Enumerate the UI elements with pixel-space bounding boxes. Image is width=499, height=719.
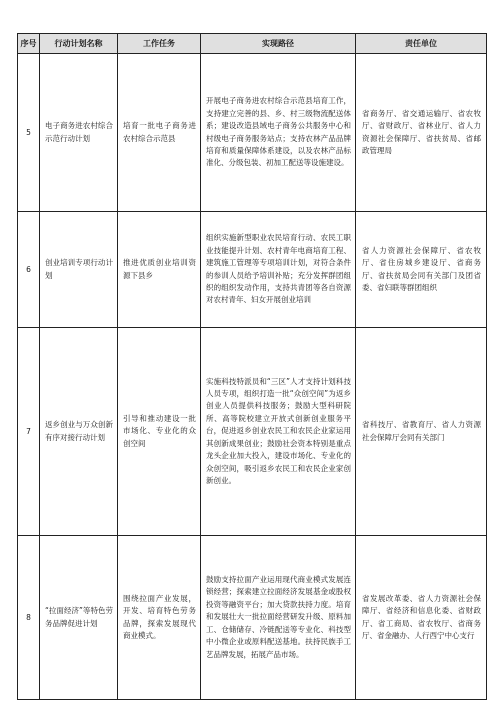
table-header-row	[18, 34, 487, 54]
row-plan-name	[40, 536, 118, 700]
plan-name-text: 电子商务进农村综合示范行动计划	[45, 121, 113, 143]
implementation-path-text: 鼓励支持拉面产业运用现代商业模式发展连锁经营；探索建立拉面经济发展基金或股权投资等融资平台；加大贷款扶持力度。培育和发展壮大一批拉面经营研发升级、原料加工、仓储储存、冷链配送等专业化、科技型中小微企业或原料配送基地。扶持民族手工艺品牌发展，拓展产品市场。	[206, 575, 351, 659]
table-row	[18, 536, 487, 700]
responsible-unit-text: 省商务厅、省交通运输厅、省农牧厅、省财政厅、省林业厅、省人力资源社会保障厅、省扶贫局、省邮政管理局	[362, 108, 481, 155]
responsible-unit-text: 省人力资源社会保障厅、省农牧厅、省住房城乡建设厅、省商务厅、省扶贫局会同有关部门及团省委、省妇联等群团组织	[362, 245, 481, 292]
implementation-path-text: 开展电子商务进农村综合示范县培育工作，支持建立完善的县、乡、村三级物流配送体系；建设改造县域电子商务公共服务中心和村级电子商务服务站点；支持农林产品品牌培育和质量保障体系建设，以及农林产品标准化、分级包装、初加工配送等设施建设。	[206, 96, 351, 168]
header-plan-name: 行动计划名称	[40, 34, 118, 54]
row-serial-no: 6	[18, 212, 40, 328]
row-serial-no: 5	[18, 54, 40, 212]
implementation-path-text: 实施科技特派员和“三区”人才支持计划科技人员专项，组织打造一批“众创空间”为返乡创业人员提供科技服务；鼓励大型科研院所、高等院校建立开放式创新创业服务平台，促进返乡创业农民工和农民企业家运用其创新成果创业；鼓励社会资本特别是重点龙头企业加大投入，建设市场化、专业化的众创空间，吸引返乡农民工和农民企业家创新创业。	[206, 376, 351, 485]
plan-name-text: “拉面经济”等特色劳务品牌促进计划	[45, 606, 113, 628]
work-task-text: 培育一批电子商务进农村综合示范县	[123, 121, 196, 143]
implementation-path-text: 组织实施新型职业农民培育行动、农民工职业技能提升计划、农村青年电商培育工程、建筑施工管理等专项培训计划，对符合条件的参训人员给予培训补贴；充分发挥群团组织的组织发动作用，支持共青团等各自资源对农村青年、妇女开展创业培训	[206, 233, 351, 305]
responsible-unit-text: 省发展改革委、省人力资源社会保障厅、省经济和信息化委、省财政厅、省工商局、省农牧厅、省商务厅、省金融办、人行西宁中心支行	[362, 593, 481, 640]
plan-name-text: 返乡创业与万众创新有序对接行动计划	[45, 420, 113, 442]
row-responsible-unit	[356, 54, 487, 212]
header-work-task: 工作任务	[118, 34, 201, 54]
header-implementation-path: 实现路径	[201, 34, 356, 54]
row-implementation-path	[201, 212, 356, 328]
plan-name-text: 创业培训专项行动计划	[45, 258, 113, 280]
row-work-task	[118, 212, 201, 328]
table-row	[18, 328, 487, 536]
row-work-task	[118, 536, 201, 700]
row-responsible-unit	[356, 328, 487, 536]
row-implementation-path	[201, 536, 356, 700]
row-plan-name	[40, 328, 118, 536]
row-plan-name	[40, 212, 118, 328]
row-serial-no: 8	[18, 536, 40, 700]
row-responsible-unit	[356, 536, 487, 700]
row-implementation-path	[201, 54, 356, 212]
row-responsible-unit	[356, 212, 487, 328]
header-serial-no: 序号	[18, 34, 40, 54]
work-task-text: 推进优质创业培训资源下县乡	[123, 258, 196, 280]
row-serial-no: 7	[18, 328, 40, 536]
responsible-unit-text: 省科技厅、省教育厅、省人力资源社会保障厅会同有关部门	[362, 420, 481, 442]
header-responsible-unit: 责任单位	[356, 34, 487, 54]
work-task-text: 围绕拉面产业发展，开发、培育特色劳务品牌，探索发展现代商业模式。	[123, 593, 196, 640]
row-work-task	[118, 328, 201, 536]
row-implementation-path	[201, 328, 356, 536]
table-row	[18, 54, 487, 212]
work-task-text: 引导和推动建设一批市场化、专业化的众创空间	[123, 413, 196, 448]
table-row	[18, 212, 487, 328]
row-plan-name	[40, 54, 118, 212]
row-work-task	[118, 54, 201, 212]
action-plan-table	[17, 33, 487, 700]
